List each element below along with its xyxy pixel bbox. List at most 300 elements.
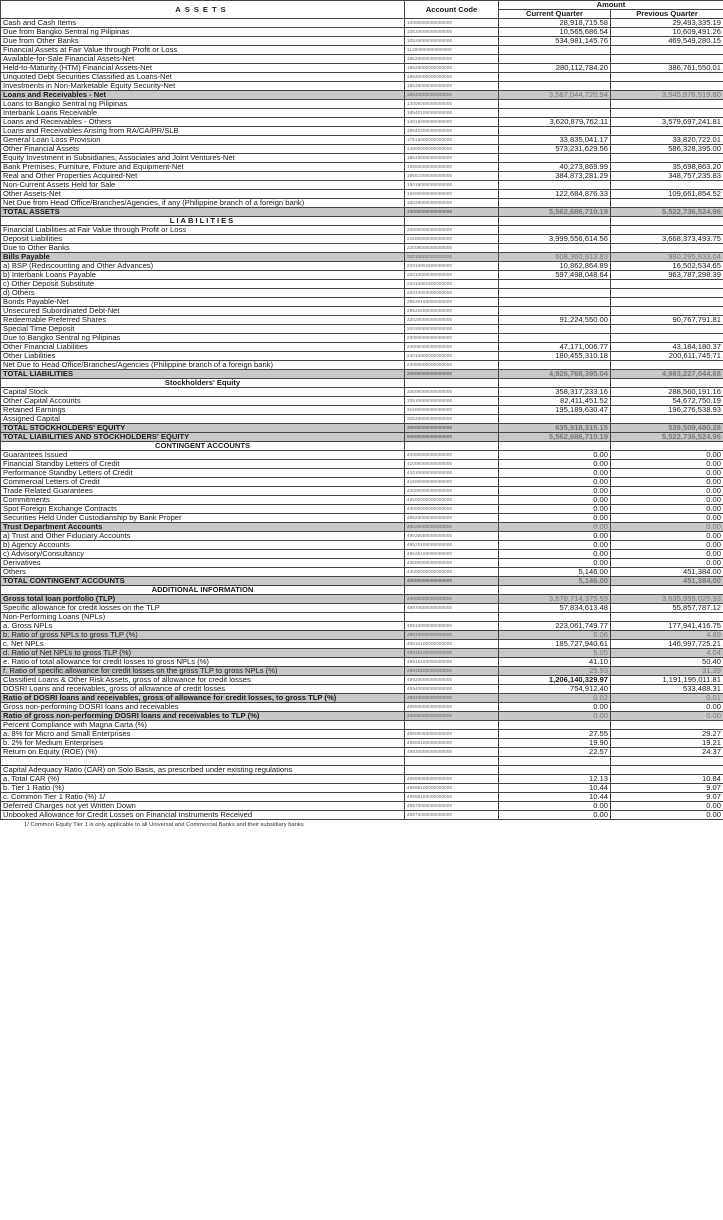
previous-quarter-value: 0.00 <box>611 712 723 721</box>
previous-quarter-value: 0.00 <box>611 802 723 811</box>
account-code: 49920000000000000 <box>405 676 499 685</box>
account-code: 49915150000000000 <box>405 658 499 667</box>
account-code: 20800000000000000 <box>405 226 499 235</box>
current-quarter-value <box>499 181 611 190</box>
account-code: 49945000000000000 <box>405 694 499 703</box>
account-label: Guarantees Issued <box>1 451 405 460</box>
current-quarter-value: 1,206,140,329.97 <box>499 676 611 685</box>
previous-quarter-value: 90,767,791.81 <box>611 316 723 325</box>
table-row <box>1 793 723 802</box>
account-code: 10510000000000000 <box>405 28 499 37</box>
previous-quarter-value <box>611 721 723 730</box>
table-row <box>1 622 723 631</box>
account-code: 44000000000000000 <box>405 568 499 577</box>
current-quarter-value <box>499 757 611 766</box>
account-label: f. Ratio of specific allowance for credit losses on the gross TLP to gross NPLs (%) <box>1 667 405 676</box>
previous-quarter-value: 451,384.00 <box>611 577 723 586</box>
table-row <box>1 145 723 154</box>
account-label: Cash and Cash Items <box>1 19 405 28</box>
previous-quarter-value: 5,522,736,524.96 <box>611 433 723 442</box>
table-row <box>1 451 723 460</box>
previous-quarter-value <box>611 244 723 253</box>
account-code: 19525000000000000 <box>405 64 499 73</box>
account-code <box>405 721 499 730</box>
previous-quarter-value: 0.00 <box>611 559 723 568</box>
account-label: Unbooked Allowance for Credit Losses on Financial Instruments Received <box>1 811 405 820</box>
previous-quarter-value <box>611 181 723 190</box>
table-row <box>1 181 723 190</box>
previous-quarter-value: 539,509,480.28 <box>611 424 723 433</box>
current-quarter-value: 0.00 <box>499 451 611 460</box>
footnote: 1/ Common Equity Tier 1 is only applicable to all Universal and Commercial Banks and their subsidiary banks <box>24 822 304 828</box>
account-label: a) BSP (Rediscounting and Other Advances) <box>1 262 405 271</box>
account-code: 19551000000000000 <box>405 172 499 181</box>
table-row <box>1 550 723 559</box>
account-label: Unquoted Debt Securities Classified as Loans-Net <box>1 73 405 82</box>
account-code: 49830000000000000 <box>405 748 499 757</box>
current-quarter-value: 10.44 <box>499 784 611 793</box>
previous-quarter-value: 3,545,876,519.80 <box>611 91 723 100</box>
previous-quarter-value: 469,549,280.15 <box>611 37 723 46</box>
current-quarter-value: 82,411,451.52 <box>499 397 611 406</box>
account-label: TOTAL CONTINGENT ACCOUNTS <box>1 577 405 586</box>
empty-cell <box>611 379 723 388</box>
previous-quarter-value: 43,184,180.37 <box>611 343 723 352</box>
current-quarter-value: 0.02 <box>499 694 611 703</box>
section-title: CONTINGENT ACCOUNTS <box>1 442 405 451</box>
table-row <box>1 712 723 721</box>
previous-quarter-value <box>611 298 723 307</box>
previous-quarter-value: 0.00 <box>611 469 723 478</box>
previous-quarter-value: 451,384.00 <box>611 568 723 577</box>
account-label: Commitments <box>1 496 405 505</box>
previous-quarter-value: 19.21 <box>611 739 723 748</box>
current-quarter-value <box>499 154 611 163</box>
account-code: 10000000000000000 <box>405 19 499 28</box>
table-row <box>1 190 723 199</box>
table-row <box>1 505 723 514</box>
empty-cell <box>405 442 499 451</box>
account-label: Commercial Letters of Credit <box>1 478 405 487</box>
account-label: Classified Loans & Other Risk Assets, gross of allowance for credit losses <box>1 676 405 685</box>
account-code: 15028000000000000 <box>405 199 499 208</box>
section-heading-row <box>1 586 723 595</box>
account-label: Non-Performing Loans (NPLs) <box>1 613 405 622</box>
previous-quarter-value <box>611 82 723 91</box>
account-label: Due from Other Banks <box>1 37 405 46</box>
account-code: 23085000000000000 <box>405 361 499 370</box>
account-code: 33505000000000000 <box>405 388 499 397</box>
table-row <box>1 352 723 361</box>
current-quarter-value <box>499 307 611 316</box>
table-row <box>1 271 723 280</box>
account-label: General Loan Loss Provision <box>1 136 405 145</box>
current-quarter-heading: Current Quarter <box>499 10 611 19</box>
previous-quarter-value: 0.01 <box>611 694 723 703</box>
table-row <box>1 100 723 109</box>
current-quarter-value <box>499 280 611 289</box>
previous-quarter-value: 55,857,787.12 <box>611 604 723 613</box>
table-row <box>1 541 723 550</box>
account-code: 22010002500000000 <box>405 280 499 289</box>
account-code: 33510000000000000 <box>405 397 499 406</box>
account-label: Trade Related Guarantees <box>1 487 405 496</box>
account-label: Specific allowance for credit losses on the TLP <box>1 604 405 613</box>
account-label: c. Common Tier 1 Ratio (%) 1/ <box>1 793 405 802</box>
current-quarter-value <box>499 127 611 136</box>
table-row <box>1 415 723 424</box>
current-quarter-value <box>499 55 611 64</box>
account-label: Retained Earnings <box>1 406 405 415</box>
previous-quarter-value: 24.37 <box>611 748 723 757</box>
previous-quarter-value: 54,672,750.19 <box>611 397 723 406</box>
account-label: Bills Payable <box>1 253 405 262</box>
empty-cell <box>611 442 723 451</box>
account-code: 42500000000000000 <box>405 496 499 505</box>
account-code: 19545000000000000 <box>405 154 499 163</box>
current-quarter-value: 0.00 <box>499 478 611 487</box>
account-code: 49905050000000000 <box>405 730 499 739</box>
account-code: 49965150000000000 <box>405 793 499 802</box>
previous-quarter-value <box>611 55 723 64</box>
account-code: 17515000000000000 <box>405 136 499 145</box>
account-label: Spot Foreign Exchange Contracts <box>1 505 405 514</box>
current-quarter-value: 0.00 <box>499 712 611 721</box>
account-label: Redeemable Preferred Shares <box>1 316 405 325</box>
previous-quarter-value: 0.00 <box>611 523 723 532</box>
table-row <box>1 289 723 298</box>
account-code: 21500000000000000 <box>405 235 499 244</box>
current-quarter-value: 91,224,550.00 <box>499 316 611 325</box>
account-label: Due to Other Banks <box>1 244 405 253</box>
current-quarter-value: 3,587,044,720.94 <box>499 91 611 100</box>
previous-quarter-value: 177,941,416.75 <box>611 622 723 631</box>
header-row-amount <box>1 1 723 10</box>
previous-quarter-value: 980,295,833.04 <box>611 253 723 262</box>
table-row <box>1 307 723 316</box>
current-quarter-value: 3,678,714,375.59 <box>499 595 611 604</box>
account-label: Bonds Payable-Net <box>1 298 405 307</box>
previous-quarter-value: 0.00 <box>611 811 723 820</box>
account-code: 14800000000000000 <box>405 145 499 154</box>
table-row <box>1 73 723 82</box>
previous-quarter-value: 29,493,335.19 <box>611 19 723 28</box>
account-label: DOSRI Loans and receivables, gross of allowance of credit losses <box>1 685 405 694</box>
table-row <box>1 253 723 262</box>
previous-quarter-value <box>611 289 723 298</box>
table-row <box>1 478 723 487</box>
table-row <box>1 163 723 172</box>
table-row <box>1 406 723 415</box>
current-quarter-value: 47,171,006.77 <box>499 343 611 352</box>
previous-quarter-value: 4.04 <box>611 649 723 658</box>
table-row <box>1 721 723 730</box>
account-label: Deposit Liabilities <box>1 235 405 244</box>
account-code: 40000000000000000 <box>405 451 499 460</box>
account-code: 30000000000000000 <box>405 424 499 433</box>
previous-quarter-value: 288,560,191.16 <box>611 388 723 397</box>
account-code: 23050000000000000 <box>405 334 499 343</box>
account-code: 49525000000000000 <box>405 523 499 532</box>
previous-quarter-value: 3,668,373,493.75 <box>611 235 723 244</box>
account-label: Investments in Non-Marketable Equity Security-Net <box>1 82 405 91</box>
account-code: 22010000000000000 <box>405 253 499 262</box>
account-label: b. Ratio of gross NPLs to gross TLP (%) <box>1 631 405 640</box>
current-quarter-value <box>499 766 611 775</box>
previous-quarter-value: 0.00 <box>611 514 723 523</box>
account-code: 49915100000000000 <box>405 649 499 658</box>
section-title: Stockholders' Equity <box>1 379 405 388</box>
account-code <box>405 766 499 775</box>
previous-quarter-value: 9.07 <box>611 784 723 793</box>
account-label: Net Due from Head Office/Branches/Agencies, if any (Philippine branch of a foreign bank) <box>1 199 405 208</box>
account-label: Securities Held Under Custodianship by Bank Proper <box>1 514 405 523</box>
account-code: 49525050000000000 <box>405 532 499 541</box>
empty-cell <box>499 379 611 388</box>
previous-quarter-value <box>611 226 723 235</box>
previous-quarter-value: 16,502,534.65 <box>611 262 723 271</box>
previous-quarter-value: 0.00 <box>611 550 723 559</box>
current-quarter-value: 25.93 <box>499 667 611 676</box>
current-quarter-value <box>499 100 611 109</box>
table-row <box>1 397 723 406</box>
empty-cell <box>611 586 723 595</box>
table-row <box>1 757 723 766</box>
previous-quarter-value: 0.00 <box>611 487 723 496</box>
previous-quarter-value: 0.00 <box>611 541 723 550</box>
current-quarter-value: 12.13 <box>499 775 611 784</box>
account-label: a. Gross NPLs <box>1 622 405 631</box>
account-code: 49955000000000000 <box>405 712 499 721</box>
table-row <box>1 433 723 442</box>
previous-quarter-value: 109,661,854.52 <box>611 190 723 199</box>
table-row <box>1 775 723 784</box>
account-label: Equity Investment in Subsidiaries, Associates and Joint Ventures-Net <box>1 154 405 163</box>
table-row <box>1 703 723 712</box>
section-heading-row <box>1 379 723 388</box>
account-label: Other Liabilities <box>1 352 405 361</box>
previous-quarter-value <box>611 280 723 289</box>
account-code: 49915200000000000 <box>405 667 499 676</box>
current-quarter-value: 10,862,864.89 <box>499 262 611 271</box>
current-quarter-value: 57,834,613.48 <box>499 604 611 613</box>
previous-quarter-value: 29.27 <box>611 730 723 739</box>
table-row <box>1 208 723 217</box>
previous-quarter-value <box>611 757 723 766</box>
empty-cell <box>405 379 499 388</box>
account-code: 22010000000000000 <box>405 271 499 280</box>
table-row <box>1 82 723 91</box>
account-code: 19540000000000000 <box>405 91 499 100</box>
current-quarter-value <box>499 325 611 334</box>
account-label: Gross total loan portfolio (TLP) <box>1 595 405 604</box>
current-quarter-value: 0.00 <box>499 802 611 811</box>
account-label: Capital Stock <box>1 388 405 397</box>
current-quarter-value <box>499 46 611 55</box>
account-label: d. Ratio of Net NPLs to gross TLP (%) <box>1 649 405 658</box>
account-label: Due from Bangko Sentral ng Pilipinas <box>1 28 405 37</box>
account-code: 32520000000000000 <box>405 415 499 424</box>
table-row <box>1 739 723 748</box>
account-label: Ratio of gross non-performing DOSRI loans and receivables to TLP (%) <box>1 712 405 721</box>
account-label: Loans and Receivables Arising from RA/CA/PR/SLB <box>1 127 405 136</box>
current-quarter-value: 597,498,048.64 <box>499 271 611 280</box>
previous-quarter-value: 146,997,725.21 <box>611 640 723 649</box>
account-label: Financial Standby Letters of Credit <box>1 460 405 469</box>
table-row <box>1 802 723 811</box>
table-row <box>1 172 723 181</box>
previous-quarter-value: 10,609,491.26 <box>611 28 723 37</box>
table-row <box>1 343 723 352</box>
section-title: LIABILITIES <box>1 217 405 226</box>
current-quarter-value: 0.00 <box>499 523 611 532</box>
account-code: 40000000000000000 <box>405 577 499 586</box>
account-label: b. 2% for Medium Enterprises <box>1 739 405 748</box>
current-quarter-value: 33,835,041.17 <box>499 136 611 145</box>
account-label: Capital Adequacy Ratio (CAR) on Solo Basis, as prescribed under existing regulations <box>1 766 405 775</box>
section-title: ADDITIONAL INFORMATION <box>1 586 405 595</box>
table-row <box>1 154 723 163</box>
empty-cell <box>499 586 611 595</box>
empty-cell <box>611 217 723 226</box>
current-quarter-value: 0.00 <box>499 559 611 568</box>
previous-quarter-value: 533,488.31 <box>611 685 723 694</box>
table-row <box>1 658 723 667</box>
previous-quarter-value <box>611 766 723 775</box>
account-code: 49525150000000000 <box>405 550 499 559</box>
previous-quarter-value: 196,276,538.93 <box>611 406 723 415</box>
account-label: Non-Current Assets Held for Sale <box>1 181 405 190</box>
account-code: 11200000000000000 <box>405 46 499 55</box>
account-code: 41500000000000000 <box>405 478 499 487</box>
previous-quarter-value: 348,757,235.83 <box>611 172 723 181</box>
current-quarter-value <box>499 613 611 622</box>
current-quarter-value: 0.00 <box>499 550 611 559</box>
current-quarter-value: 22.57 <box>499 748 611 757</box>
empty-cell <box>405 586 499 595</box>
account-code: 24005000000000000 <box>405 343 499 352</box>
table-row <box>1 19 723 28</box>
table-row <box>1 559 723 568</box>
account-code: 49940000000000000 <box>405 685 499 694</box>
account-label: d) Others <box>1 289 405 298</box>
table-row <box>1 784 723 793</box>
table-row <box>1 613 723 622</box>
current-quarter-value: 754,912.40 <box>499 685 611 694</box>
table-row <box>1 46 723 55</box>
account-label: Trust Department Accounts <box>1 523 405 532</box>
current-quarter-value: 5.05 <box>499 649 611 658</box>
current-quarter-value <box>499 289 611 298</box>
table-row <box>1 748 723 757</box>
account-label: Other Assets-Net <box>1 190 405 199</box>
account-label: Special Time Deposit <box>1 325 405 334</box>
empty-cell <box>499 442 611 451</box>
previous-quarter-value: 386,761,550.01 <box>611 64 723 73</box>
account-label: Deferred Charges not yet Written Down <box>1 802 405 811</box>
account-label: TOTAL LIABILITIES <box>1 370 405 379</box>
current-quarter-value: 6.06 <box>499 631 611 640</box>
account-code: 29520150000000000 <box>405 298 499 307</box>
account-label: Available-for-Sale Financial Assets-Net <box>1 55 405 64</box>
current-quarter-value: 280,112,784.20 <box>499 64 611 73</box>
previous-quarter-value <box>611 73 723 82</box>
account-label: b) Agency Accounts <box>1 541 405 550</box>
account-code: 22030000000000000 <box>405 325 499 334</box>
previous-quarter-value: 3,635,955,025.93 <box>611 595 723 604</box>
account-label: Loans and Receivables - Others <box>1 118 405 127</box>
current-quarter-value: 28,918,715.58 <box>499 19 611 28</box>
current-quarter-value: 573,231,629.56 <box>499 145 611 154</box>
table-row <box>1 298 723 307</box>
previous-quarter-value: 586,328,395.00 <box>611 145 723 154</box>
table-row <box>1 514 723 523</box>
table-row <box>1 91 723 100</box>
account-code: 19535000000000000 <box>405 82 499 91</box>
previous-quarter-value: 0.00 <box>611 532 723 541</box>
account-label: c) Other Deposit Substitute <box>1 280 405 289</box>
account-label: b) Interbank Loans Payable <box>1 271 405 280</box>
account-code: 24010000000000000 <box>405 352 499 361</box>
previous-quarter-value <box>611 199 723 208</box>
previous-quarter-value <box>611 154 723 163</box>
current-quarter-value: 5,562,686,710.19 <box>499 208 611 217</box>
table-row <box>1 496 723 505</box>
table-row <box>1 568 723 577</box>
account-code-heading: Account Code <box>405 1 499 19</box>
account-code: 49965050000000000 <box>405 775 499 784</box>
current-quarter-value: 5,146.00 <box>499 577 611 586</box>
table-row <box>1 199 723 208</box>
table-row <box>1 649 723 658</box>
previous-quarter-value <box>611 46 723 55</box>
account-code: 42000000000000000 <box>405 487 499 496</box>
table-row <box>1 235 723 244</box>
account-label: Interbank Loans Receivable <box>1 109 405 118</box>
previous-quarter-value <box>611 100 723 109</box>
current-quarter-value <box>499 244 611 253</box>
account-label: Other Financial Assets <box>1 145 405 154</box>
account-code: 16200000000000000 <box>405 190 499 199</box>
current-quarter-value: 0.00 <box>499 460 611 469</box>
account-code: 49970000000000000 <box>405 802 499 811</box>
account-label <box>1 757 405 766</box>
previous-quarter-value: 963,787,298.39 <box>611 271 723 280</box>
account-code: 49802000000000000 <box>405 595 499 604</box>
table-row <box>1 460 723 469</box>
current-quarter-value: 3,999,556,614.56 <box>499 235 611 244</box>
table-row <box>1 262 723 271</box>
current-quarter-value <box>499 109 611 118</box>
current-quarter-value <box>499 334 611 343</box>
account-code: 49975000000000000 <box>405 811 499 820</box>
account-code: 19540100000000000 <box>405 109 499 118</box>
table-row <box>1 388 723 397</box>
previous-quarter-value: 0.00 <box>611 460 723 469</box>
account-label: Unsecured Subordinated Debt-Net <box>1 307 405 316</box>
account-label: e. Ratio of total allowance for credit losses to gross NPLs (%) <box>1 658 405 667</box>
current-quarter-value: 635,918,315.15 <box>499 424 611 433</box>
account-label: a) Trust and Other Fiduciary Accounts <box>1 532 405 541</box>
account-label: Real and Other Properties Acquired-Net <box>1 172 405 181</box>
account-code: 22009000000000000 <box>405 244 499 253</box>
current-quarter-value <box>499 361 611 370</box>
account-label: c. Net NPLs <box>1 640 405 649</box>
current-quarter-value <box>499 199 611 208</box>
account-code <box>405 757 499 766</box>
previous-quarter-value: 0.00 <box>611 478 723 487</box>
account-label: b. Tier 1 Ratio (%) <box>1 784 405 793</box>
